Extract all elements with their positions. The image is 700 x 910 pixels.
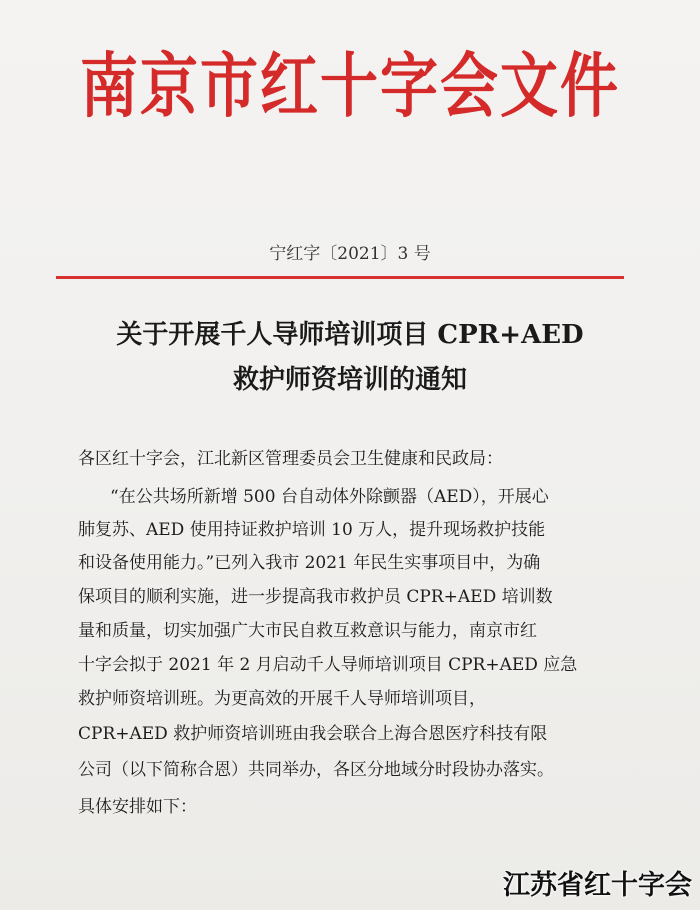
red-divider-line — [56, 276, 624, 279]
body-line: 保项目的顺利实施，进一步提高我市救护员 CPR+AED 培训数 — [78, 587, 553, 607]
notice-title-line-2: 救护师资培训的通知 — [232, 365, 467, 395]
document-number: 宁红字〔2021〕3 号 — [269, 244, 431, 264]
body-line: 十字会拟于 2021 年 2 月启动千人导师培训项目 CPR+AED 应急 — [78, 655, 578, 675]
salutation: 各区红十字会，江北新区管理委员会卫生健康和民政局： — [78, 449, 503, 469]
notice-title-line-1: 关于开展千人导师培训项目 CPR+AED — [116, 320, 584, 350]
body-line: 和设备使用能力。”已列入我市 2021 年民生实事项目中，为确 — [78, 553, 541, 573]
body-line: CPR+AED 救护师资培训班由我会联合上海合恩医疗科技有限 — [78, 724, 548, 744]
body-line: “在公共场所新增 500 台自动体外除颤器（AED），开展心 — [110, 487, 549, 507]
body-line: 公司（以下简称合恩）共同举办，各区分地域分时段协办落实。 — [78, 760, 554, 780]
body-line: 量和质量，切实加强广大市民自救互救意识与能力，南京市红 — [78, 621, 537, 641]
document-header-title: 南京市红十字会文件 — [79, 45, 620, 127]
body-line: 救护师资培训班。为更高效的开展千人导师培训项目， — [78, 689, 486, 709]
body-line: 肺复苏、AED 使用持证救护培训 10 万人，提升现场救护技能 — [78, 520, 546, 540]
watermark-text: 江苏省红十字会 — [503, 870, 692, 901]
body-line: 具体安排如下： — [78, 797, 197, 817]
